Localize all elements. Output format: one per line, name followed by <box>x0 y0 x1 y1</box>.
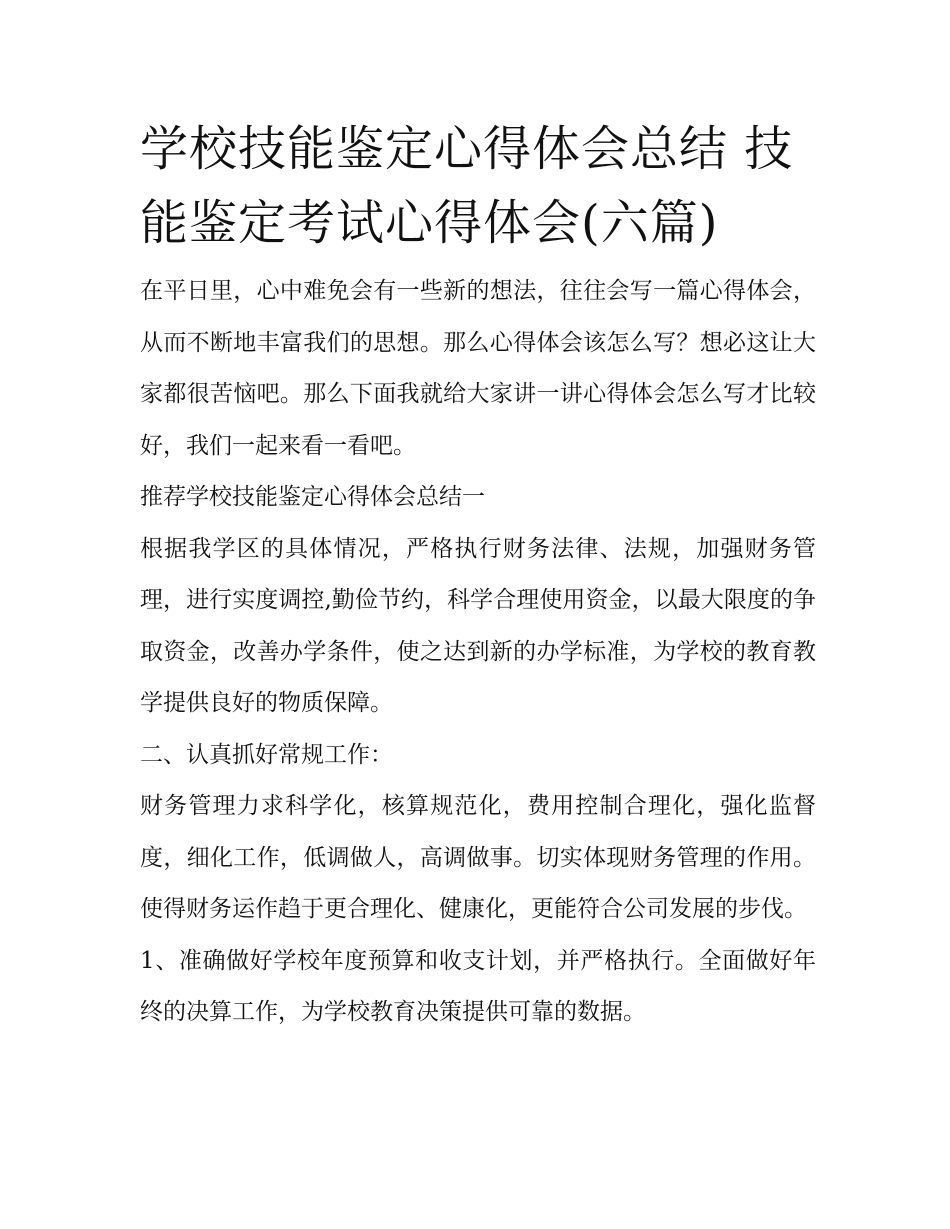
subsection-heading: 二、认真抓好常规工作： <box>140 741 393 768</box>
body-paragraph: 根据我学区的具体情况，严格执行财务法律、法规，加强财务管理，进行实度调控,勤俭节约，科学合理使用资金，以最大限度的争取资金，改善办学条件，使之达到新的办学标准，为学校的教育教学提供良好的物质保障。 <box>140 535 816 716</box>
intro-paragraph: 在平日里，心中难免会有一些新的想法，往往会写一篇心得体会，从而不断地丰富我们的思想。那么心得体会该怎么写？想必这让大家都很苦恼吧。那么下面我就给大家讲一讲心得体会怎么写才比较好，我们一起来看一看吧。 <box>140 278 816 459</box>
list-item: 1、准确做好学校年度预算和收支计划，并严格执行。全面做好年终的决算工作，为学校教育决策提供可靠的数据。 <box>140 947 816 1025</box>
section-heading: 推荐学校技能鉴定心得体会总结一 <box>140 484 485 510</box>
document-title: 学校技能鉴定心得体会总结 技能鉴定考试心得体会(六篇) <box>140 121 794 251</box>
document-page <box>140 112 816 1039</box>
body-paragraph: 财务管理力求科学化，核算规范化，费用控制合理化，强化监督度，细化工作，低调做人，高调做事。切实体现财务管理的作用。使得财务运作趋于更合理化、健康化，更能符合公司发展的步伐。 <box>140 793 816 922</box>
